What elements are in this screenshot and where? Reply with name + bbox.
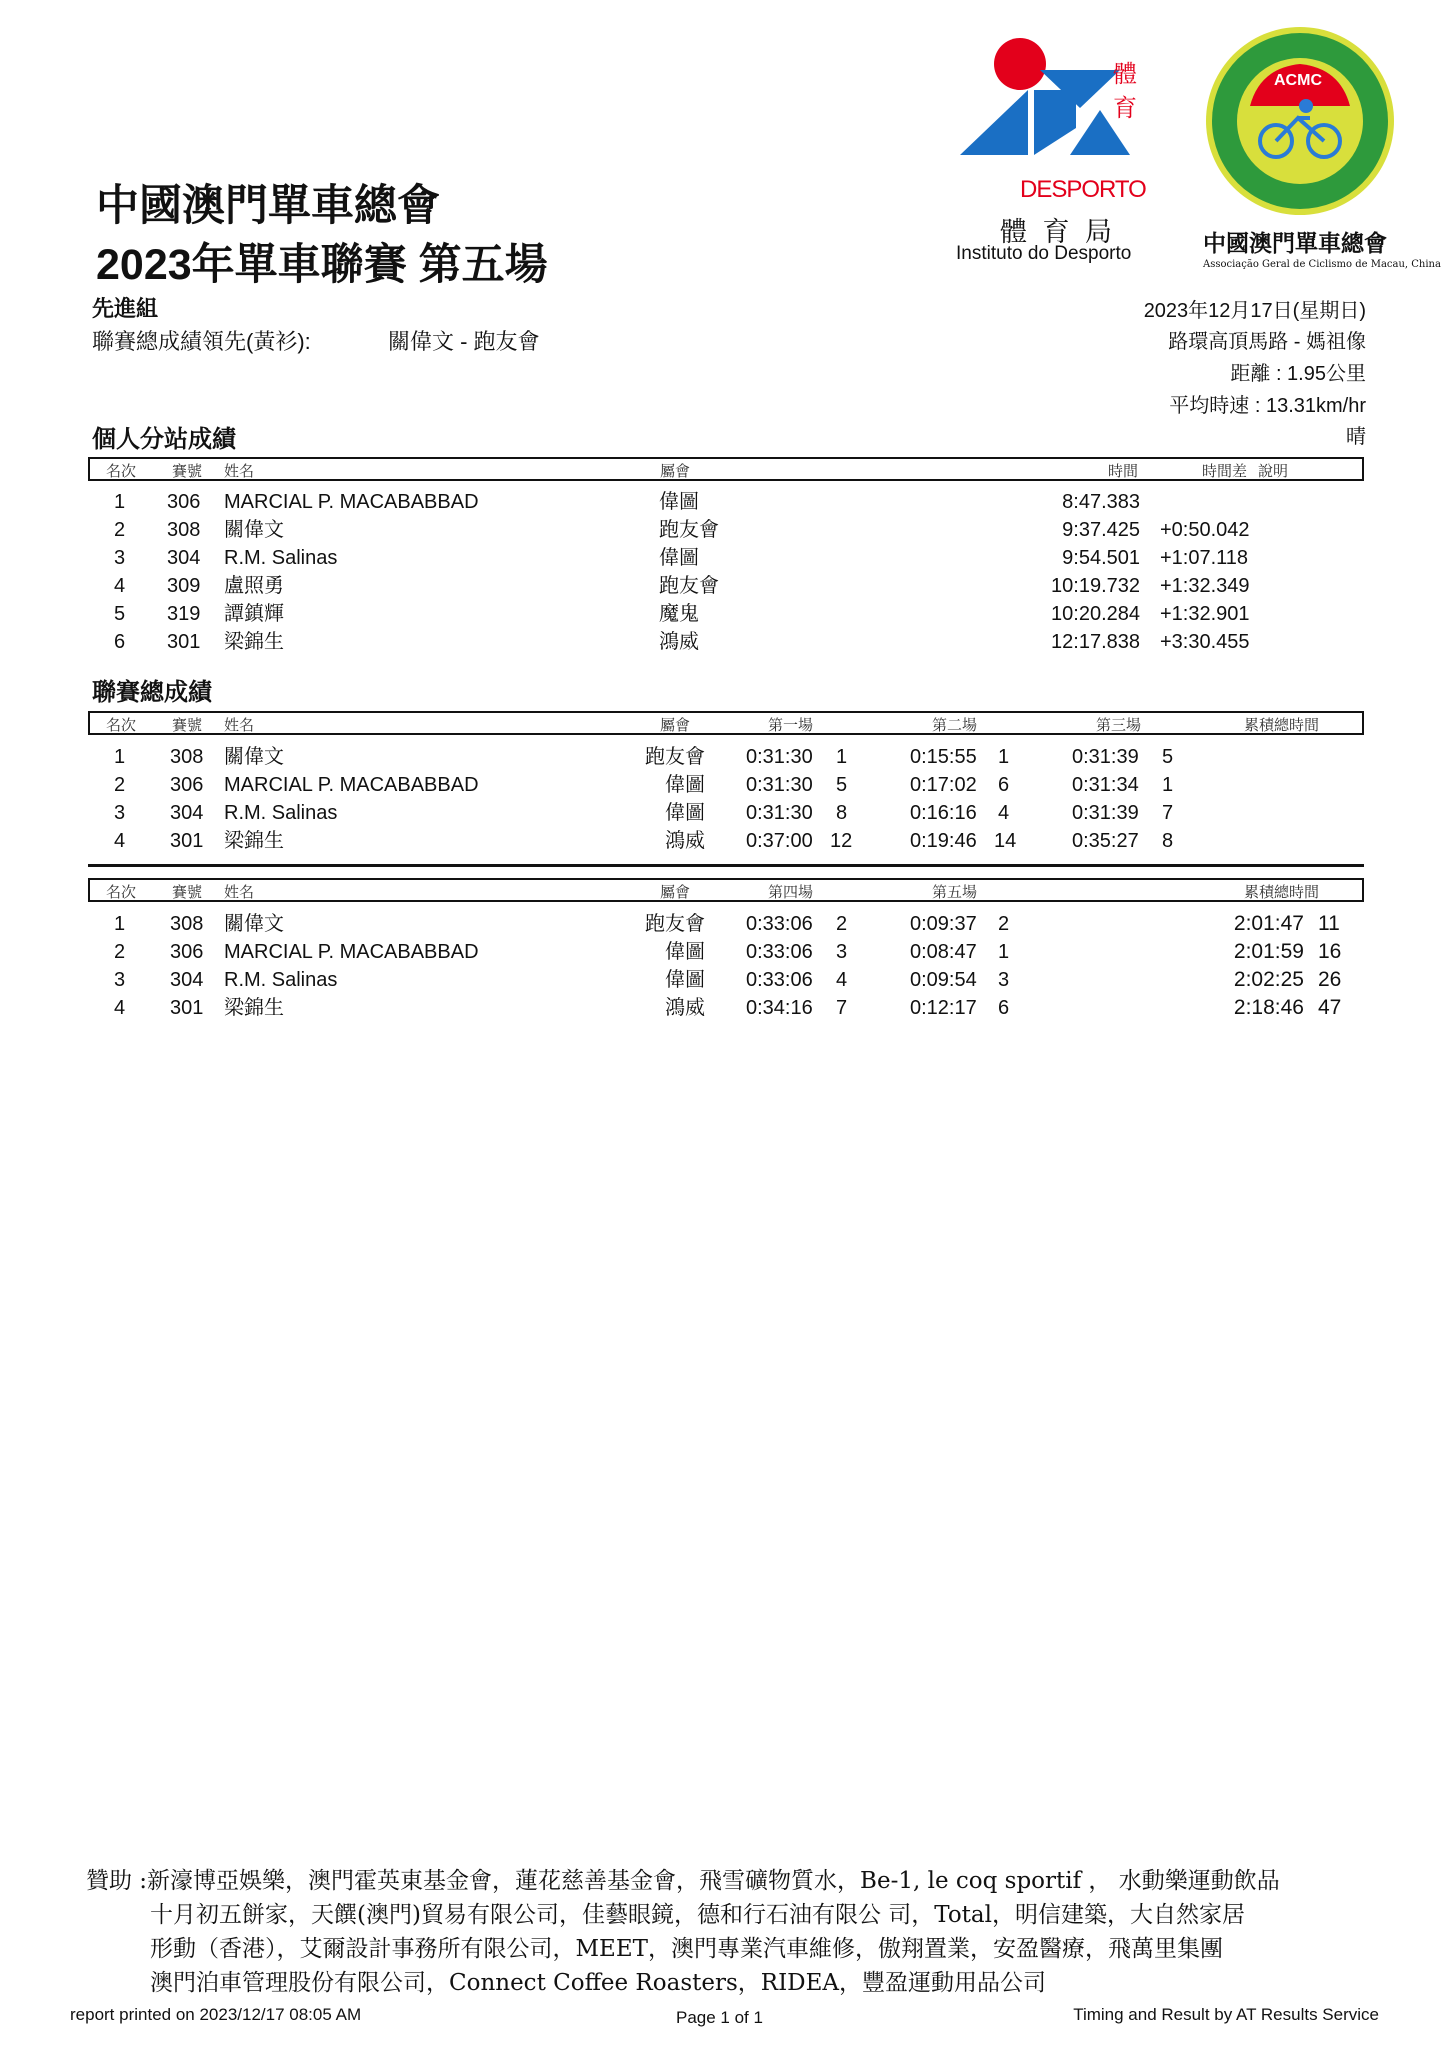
desporto-logo <box>950 30 1150 270</box>
rank: 5 <box>114 603 126 625</box>
stage1-time: 0:37:00 <box>746 830 813 852</box>
table-row <box>0 628 1448 656</box>
leader-value: 關偉文 - 跑友會 <box>388 329 540 354</box>
stage4-time: 0:33:06 <box>746 941 813 963</box>
stage5-time: 0:09:37 <box>910 913 977 935</box>
table-row <box>0 743 1448 771</box>
rider-name: 關偉文 <box>224 746 284 768</box>
rider-name: 梁錦生 <box>224 997 284 1019</box>
stage4-pts: 3 <box>836 941 848 963</box>
rider-name: R.M. Salinas <box>224 969 338 991</box>
rider-name: MARCIAL P. MACABABBAD <box>224 774 479 796</box>
rank: 6 <box>114 631 126 653</box>
club: 偉圖 <box>659 547 699 569</box>
bib: 306 <box>167 491 201 513</box>
stage5-pts: 3 <box>998 969 1010 991</box>
bib: 301 <box>170 830 204 852</box>
col-gap: 時間差 <box>1202 462 1248 480</box>
total-points: 11 <box>1318 912 1340 935</box>
stage1-time: 0:31:30 <box>746 746 813 768</box>
rank: 1 <box>114 491 126 513</box>
stage2-time: 0:17:02 <box>910 774 977 796</box>
table-divider <box>88 864 1364 867</box>
gap: +1:32.349 <box>1160 575 1250 597</box>
time: 9:37.425 <box>1062 519 1140 541</box>
club: 偉圖 <box>665 941 705 963</box>
rank: 1 <box>114 913 126 935</box>
stage3-pts: 7 <box>1162 802 1174 824</box>
rider-name: MARCIAL P. MACABABBAD <box>224 941 479 963</box>
stage2-pts: 1 <box>998 746 1010 768</box>
total-time: 2:01:59 <box>1233 940 1304 963</box>
col-note: 說明 <box>1258 462 1289 480</box>
page-title: 中國澳門單車總會 <box>96 182 440 230</box>
table-row <box>0 799 1448 827</box>
col-time: 時間 <box>1108 462 1139 480</box>
stage3-pts: 1 <box>1162 774 1174 796</box>
stage5-time: 0:09:54 <box>910 969 977 991</box>
club: 偉圖 <box>659 491 699 513</box>
col-bib: 賽號 <box>172 883 203 901</box>
race-route: 路環高頂馬路 - 媽祖像 <box>1168 331 1366 353</box>
total-points: 16 <box>1318 940 1342 963</box>
stage4-pts: 4 <box>836 969 848 991</box>
sponsors-line: 形動（香港），艾爾設計事務所有限公司，MEET，澳門專業汽車維修，傲翔置業，安盈醫療，飛萬里集團 <box>150 1936 1223 1962</box>
stage2-time: 0:19:46 <box>910 830 977 852</box>
rider-name: 關偉文 <box>224 519 284 541</box>
acmc-logo <box>1200 26 1441 276</box>
col-name: 姓名 <box>224 462 255 480</box>
overall-results-title: 聯賽總成績 <box>92 679 212 706</box>
col-bib: 賽號 <box>172 716 203 734</box>
stage3-pts: 8 <box>1162 830 1174 852</box>
total-time: 2:02:25 <box>1233 968 1304 991</box>
time: 9:54.501 <box>1062 547 1140 569</box>
total-time: 2:18:46 <box>1233 996 1304 1019</box>
race-weather: 晴 <box>1346 426 1366 448</box>
col-total: 累積總時間 <box>1244 716 1320 734</box>
acmc-pt-name: Associação Geral de Ciclismo de Macau, China <box>1203 259 1441 270</box>
total-time: 2:01:47 <box>1233 912 1304 935</box>
club: 偉圖 <box>665 969 705 991</box>
bib: 306 <box>170 774 204 796</box>
bib: 301 <box>167 631 201 653</box>
gap: +1:07.118 <box>1160 547 1249 569</box>
total-points: 26 <box>1318 968 1342 991</box>
club: 跑友會 <box>645 913 705 935</box>
table-row <box>0 827 1448 855</box>
stage1-time: 0:31:30 <box>746 802 813 824</box>
rank: 4 <box>114 997 126 1019</box>
rider-name: 梁錦生 <box>224 631 284 653</box>
bib: 304 <box>170 969 204 991</box>
bib: 308 <box>170 913 204 935</box>
stage3-time: 0:35:27 <box>1072 830 1139 852</box>
timing-credit: Timing and Result by AT Results Service <box>1073 2005 1379 2024</box>
table-row <box>0 516 1448 544</box>
gap: +0:50.042 <box>1160 519 1250 541</box>
rank: 3 <box>114 547 126 569</box>
leader-label: 聯賽總成績領先(黃衫): <box>92 329 311 354</box>
col-stage4: 第四場 <box>768 883 814 901</box>
bib: 308 <box>170 746 204 768</box>
rank: 2 <box>114 774 126 796</box>
club: 鴻威 <box>665 997 705 1019</box>
event-title: 2023年單車聯賽 第五場 <box>96 241 548 289</box>
stage1-pts: 5 <box>836 774 848 796</box>
stage2-time: 0:15:55 <box>910 746 977 768</box>
stage4-pts: 2 <box>836 913 848 935</box>
category-label: 先進組 <box>92 296 159 321</box>
table-row <box>0 771 1448 799</box>
stage5-pts: 1 <box>998 941 1010 963</box>
stage1-pts: 8 <box>836 802 848 824</box>
time: 10:20.284 <box>1051 603 1140 625</box>
club: 魔鬼 <box>659 603 699 625</box>
table-row <box>0 600 1448 628</box>
rider-name: MARCIAL P. MACABABBAD <box>224 491 479 513</box>
club: 鴻威 <box>665 830 705 852</box>
stage3-time: 0:31:34 <box>1072 774 1139 796</box>
table-row <box>0 910 1448 938</box>
stage2-pts: 14 <box>994 830 1017 852</box>
gap: +1:32.901 <box>1160 603 1250 625</box>
stage2-time: 0:16:16 <box>910 802 977 824</box>
rank: 2 <box>114 519 126 541</box>
desporto-pt-name: Instituto do Desporto <box>956 243 1132 264</box>
club: 跑友會 <box>645 746 705 768</box>
rank: 1 <box>114 746 126 768</box>
col-stage1: 第一場 <box>768 716 814 734</box>
stage1-pts: 1 <box>836 746 848 768</box>
bib: 304 <box>170 802 204 824</box>
club: 鴻威 <box>659 631 699 653</box>
col-bib: 賽號 <box>172 462 203 480</box>
rank: 2 <box>114 941 126 963</box>
sponsors-line: 贊助 :新濠博亞娛樂，澳門霍英東基金會，蓮花慈善基金會，飛雪礦物質水，Be-1, le coq sportif ， 水動樂運動飲品 <box>86 1868 1280 1894</box>
stage3-time: 0:31:39 <box>1072 802 1139 824</box>
table-row <box>0 488 1448 516</box>
club: 偉圖 <box>665 802 705 824</box>
col-name: 姓名 <box>224 716 255 734</box>
stage2-pts: 4 <box>998 802 1010 824</box>
col-stage2: 第二場 <box>932 716 978 734</box>
rank: 4 <box>114 830 126 852</box>
club: 偉圖 <box>665 774 705 796</box>
stage1-pts: 12 <box>830 830 853 852</box>
race-distance: 距離 : 1.95公里 <box>1230 363 1366 385</box>
col-club: 屬會 <box>660 883 691 901</box>
bib: 304 <box>167 547 201 569</box>
desporto-side-text: 體 育 <box>1113 61 1137 122</box>
page-number: Page 1 of 1 <box>676 2008 763 2027</box>
bib: 306 <box>170 941 204 963</box>
stage-results-header <box>88 457 1364 481</box>
col-rank: 名次 <box>106 883 137 901</box>
rank: 4 <box>114 575 126 597</box>
desporto-cn-name: 體 育 局 <box>1000 217 1117 247</box>
bib: 301 <box>170 997 204 1019</box>
sponsors-line: 澳門泊車管理股份有限公司，Connect Coffee Roasters，RIDEA，豐盈運動用品公司 <box>150 1970 1047 1996</box>
overall-a-header <box>88 711 1364 735</box>
overall-b-header <box>88 878 1364 902</box>
col-club: 屬會 <box>660 462 691 480</box>
bib: 308 <box>167 519 201 541</box>
col-total: 累積總時間 <box>1244 883 1320 901</box>
col-stage3: 第三場 <box>1096 716 1142 734</box>
stage5-pts: 6 <box>998 997 1010 1019</box>
race-avg-speed: 平均時速 : 13.31km/hr <box>1169 395 1366 417</box>
table-row <box>0 572 1448 600</box>
time: 10:19.732 <box>1051 575 1140 597</box>
acmc-emblem-icon <box>1200 26 1400 216</box>
print-timestamp: report printed on 2023/12/17 08:05 AM <box>70 2005 362 2024</box>
acmc-cn-name: 中國澳門單車總會 <box>1203 230 1387 257</box>
rider-name: R.M. Salinas <box>224 802 338 824</box>
rank: 3 <box>114 802 126 824</box>
sponsors-line: 十月初五餅家，天饌(澳門)貿易有限公司，佳藝眼鏡，德和行石油有限公 司，Total，明信建築，大自然家居 <box>150 1902 1245 1928</box>
rider-name: R.M. Salinas <box>224 547 338 569</box>
stage3-time: 0:31:39 <box>1072 746 1139 768</box>
stage4-time: 0:34:16 <box>746 997 813 1019</box>
bib: 319 <box>167 603 201 625</box>
col-stage5: 第五場 <box>932 883 978 901</box>
stage4-pts: 7 <box>836 997 848 1019</box>
col-rank: 名次 <box>106 716 137 734</box>
table-row <box>0 938 1448 966</box>
stage2-pts: 6 <box>998 774 1010 796</box>
stage5-time: 0:08:47 <box>910 941 977 963</box>
table-row <box>0 544 1448 572</box>
rider-name: 梁錦生 <box>224 830 284 852</box>
gap: +3:30.455 <box>1160 631 1250 653</box>
acmc-badge-text: ACMC <box>1274 72 1322 89</box>
rider-name: 譚鎮輝 <box>224 603 284 625</box>
col-club: 屬會 <box>660 716 691 734</box>
stage5-time: 0:12:17 <box>910 997 977 1019</box>
stage4-time: 0:33:06 <box>746 969 813 991</box>
stage1-time: 0:31:30 <box>746 774 813 796</box>
race-date: 2023年12月17日(星期日) <box>1143 300 1366 322</box>
desporto-brand: DESPORTO <box>1020 176 1146 203</box>
col-name: 姓名 <box>224 883 255 901</box>
total-points: 47 <box>1318 996 1342 1019</box>
col-rank: 名次 <box>106 462 137 480</box>
rider-name: 盧照勇 <box>224 575 284 597</box>
table-row <box>0 994 1448 1022</box>
rider-name: 關偉文 <box>224 913 284 935</box>
club: 跑友會 <box>659 519 719 541</box>
club: 跑友會 <box>659 575 719 597</box>
time: 8:47.383 <box>1062 491 1140 513</box>
rank: 3 <box>114 969 126 991</box>
stage4-time: 0:33:06 <box>746 913 813 935</box>
stage5-pts: 2 <box>998 913 1010 935</box>
stage-results-title: 個人分站成績 <box>92 426 236 453</box>
time: 12:17.838 <box>1051 631 1140 653</box>
bib: 309 <box>167 575 201 597</box>
stage3-pts: 5 <box>1162 746 1174 768</box>
table-row <box>0 966 1448 994</box>
